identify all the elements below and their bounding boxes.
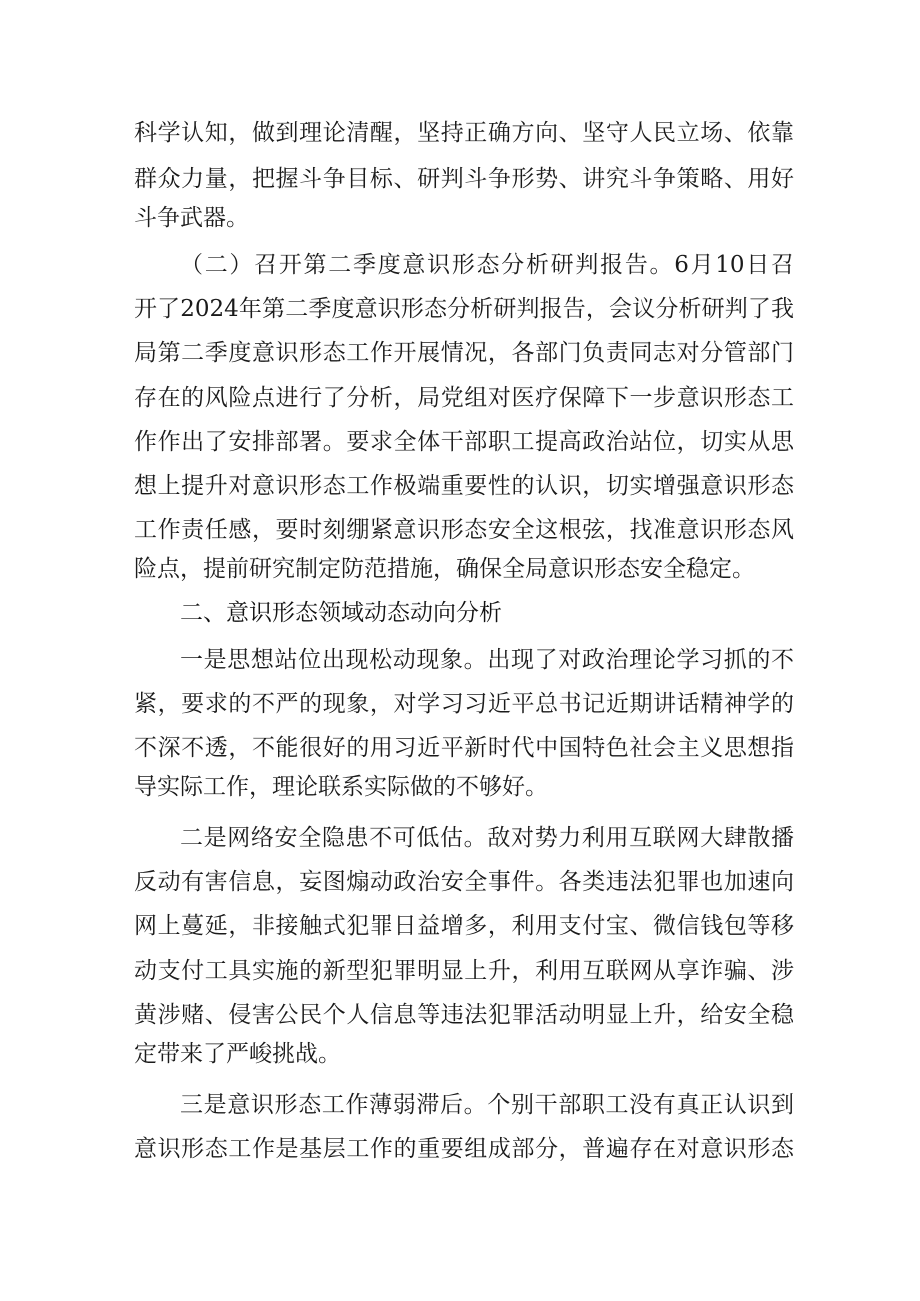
paragraph-line: 意识形态工作是基层工作的重要组成部分，普遍存在对意识形态 — [134, 1136, 794, 1162]
paragraph-line: 反动有害信息，妄图煽动政治安全事件。各类违法犯罪也加速向 — [134, 869, 794, 895]
paragraph-line: 局第二季度意识形态工作开展情况，各部门负责同志对分管部门 — [134, 340, 794, 366]
paragraph-line: 不深不透，不能很好的用习近平新时代中国特色社会主义思想指 — [134, 735, 794, 761]
paragraph-line: 斗争武器。 — [134, 205, 249, 231]
paragraph-line: 开了2024年第二季度意识形态分析研判报告，会议分析研判了我 — [134, 296, 794, 322]
paragraph-line: 一是思想站位出现松动现象。出现了对政治理论学习抓的不 — [180, 647, 794, 673]
paragraph-line: 导实际工作，理论联系实际做的不够好。 — [134, 774, 548, 800]
paragraph-line: 存在的风险点进行了分析，局党组对医疗保障下一步意识形态工 — [134, 385, 794, 411]
paragraph-line: 工作责任感，要时刻绷紧意识形态安全这根弦，找准意识形态风 — [134, 517, 794, 543]
paragraph-line: 群众力量，把握斗争目标、研判斗争形势、讲究斗争策略、用好 — [134, 166, 794, 192]
paragraph-line: 黄涉赌、侵害公民个人信息等违法犯罪活动明显上升，给安全稳 — [134, 1002, 794, 1028]
paragraph-line: （二）召开第二季度意识形态分析研判报告。6月10日召 — [180, 252, 794, 278]
paragraph-line: 二是网络安全隐患不可低估。敌对势力利用互联网大肆散播 — [180, 825, 794, 851]
paragraph-line: 动支付工具实施的新型犯罪明显上升，利用互联网从享诈骗、涉 — [134, 958, 794, 984]
paragraph-line: 三是意识形态工作薄弱滞后。个别干部职工没有真正认识到 — [180, 1092, 794, 1118]
paragraph-line: 险点，提前研究制定防范措施，确保全局意识形态安全稳定。 — [134, 556, 755, 582]
paragraph-line: 作作出了安排部署。要求全体干部职工提高政治站位，切实从思 — [134, 429, 794, 455]
paragraph-line: 科学认知，做到理论清醒，坚持正确方向、坚守人民立场、依靠 — [134, 120, 794, 146]
paragraph-line: 定带来了严峻挑战。 — [134, 1041, 341, 1067]
section-heading: 二、意识形态领域动态动向分析 — [180, 600, 502, 626]
paragraph-line: 想上提升对意识形态工作极端重要性的认识，切实增强意识形态 — [134, 473, 794, 499]
paragraph-line: 紧，要求的不严的现象，对学习习近平总书记近期讲话精神学的 — [134, 691, 794, 717]
paragraph-line: 网上蔓延，非接触式犯罪日益增多，利用支付宝、微信钱包等移 — [134, 913, 794, 939]
